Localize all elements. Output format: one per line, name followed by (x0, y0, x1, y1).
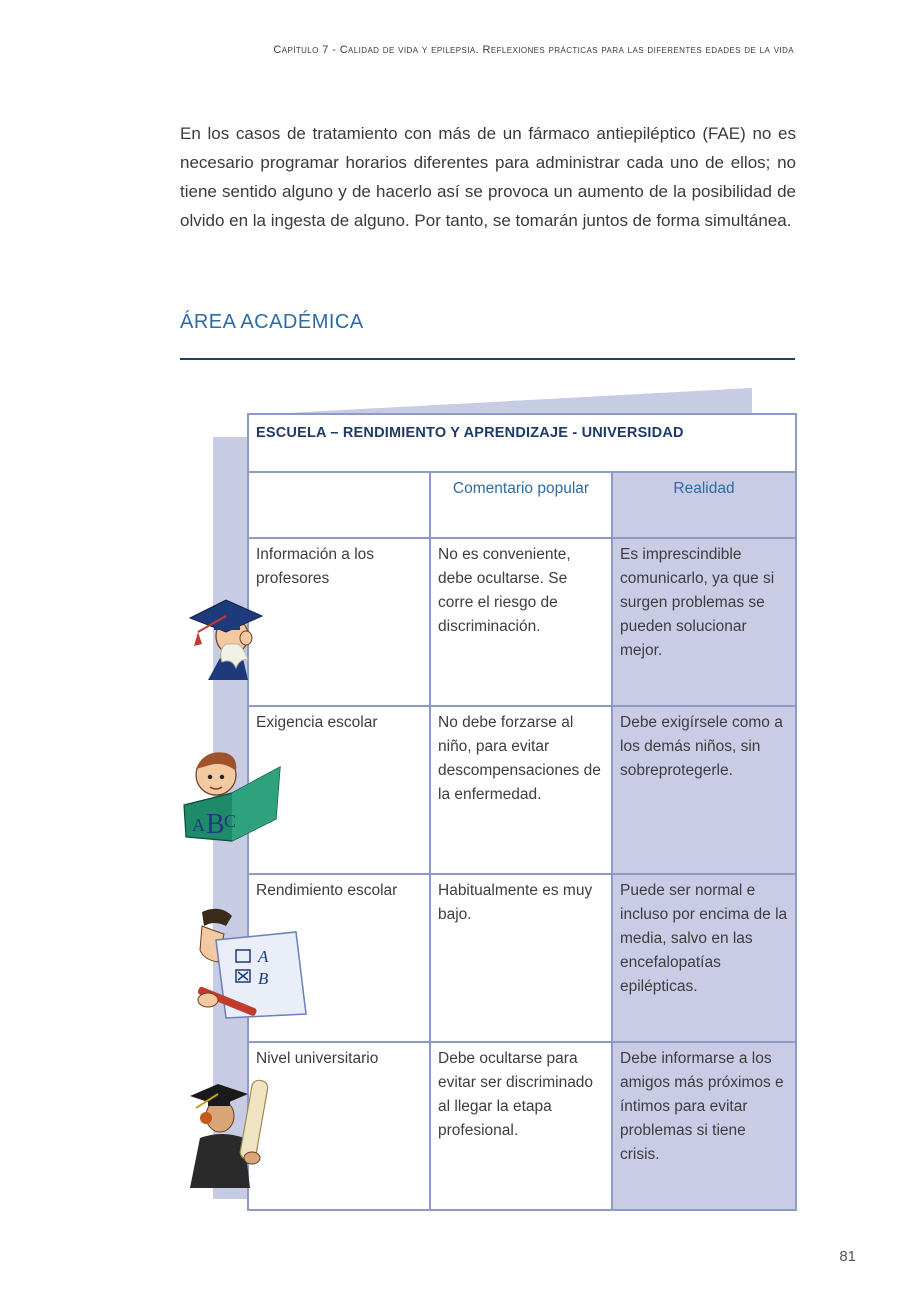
row-topic: Exigencia escolar (248, 706, 430, 874)
table-header-row (248, 472, 796, 538)
table-row (248, 538, 796, 706)
row-popular: No debe forzarse al niño, para evitar descompensaciones de la enfermedad. (430, 706, 612, 874)
table-title-row (248, 414, 796, 472)
row-topic: Información a los profesores (248, 538, 430, 706)
intro-paragraph: En los casos de tratamiento con más de un fármaco antiepiléptico (FAE) no es necesario programar horarios diferentes para administrar cada uno de ellos; no tiene sentido alguno y de hacerlo así se provoca un aumento de la posibilidad de olvido en la ingesta de alguno. Por tanto, se tomarán juntos de forma simultánea. (180, 124, 796, 230)
row-topic: Nivel universitario (248, 1042, 430, 1210)
table-title: ESCUELA – RENDIMIENTO Y APRENDIZAJE - UNIVERSIDAD (248, 414, 796, 472)
section-heading: ÁREA ACADÉMICA (180, 311, 364, 333)
header-empty (248, 472, 430, 538)
book-letter-b: B (206, 809, 225, 840)
row-popular: Debe ocultarse para evitar ser discriminado al llegar la etapa profesional. (430, 1042, 612, 1210)
header-reality: Realidad (612, 472, 796, 538)
student-test-illustration (186, 906, 310, 1024)
row-reality: Debe informarse a los amigos más próximos e íntimos para evitar problemas si tiene crisis. (612, 1042, 796, 1210)
row-reality: Debe exigírsele como a los demás niños, sin sobreprotegerle. (612, 706, 796, 874)
table-row (248, 1042, 796, 1210)
row-reality: Puede ser normal e incluso por encima de la media, salvo en las encefalopatías epilépticas. (612, 874, 796, 1042)
row-reality: Es imprescindible comunicarlo, ya que si surgen problemas se pueden solucionar mejor. (612, 538, 796, 706)
book-letter-c: C (224, 811, 237, 831)
section-rule (180, 358, 795, 360)
graduate-illustration (182, 1072, 282, 1190)
running-head: Capítulo 7 - Calidad de vida y epilepsia. Reflexiones prácticas para las diferentes edades de la vida (273, 44, 794, 56)
professor-illustration (186, 588, 266, 684)
academic-table (247, 413, 797, 1211)
child-reading-illustration (180, 745, 290, 845)
row-topic: Rendimiento escolar (248, 874, 430, 1042)
decorative-tab (250, 388, 752, 415)
header-popular: Comentario popular (430, 472, 612, 538)
table-row (248, 706, 796, 874)
table-row (248, 874, 796, 1042)
test-letter-a: A (258, 947, 269, 966)
test-letter-b: B (258, 969, 269, 988)
row-popular: No es conveniente, debe ocultarse. Se corre el riesgo de discriminación. (430, 538, 612, 706)
row-popular: Habitualmente es muy bajo. (430, 874, 612, 1042)
book-letter-a: A (192, 815, 205, 835)
page-number: 81 (839, 1248, 856, 1265)
